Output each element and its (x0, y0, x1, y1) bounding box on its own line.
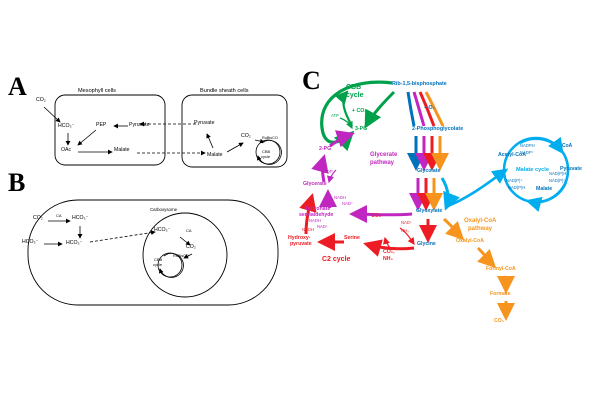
pathway-glycerate-line1: Glycerate (370, 152, 398, 158)
metabolite-glycerate: Glycerate (303, 181, 327, 187)
metabolite-plus-co2: + CO₂ (352, 108, 367, 114)
metabolite-pyruvate-c2: pyruvate (290, 241, 312, 247)
cofactor-nadh-3: NADH (302, 227, 314, 232)
label-a-malate-bs: Malate (207, 152, 223, 158)
label-b-bicarbonate-cbx: HCO₃⁻ (154, 227, 171, 233)
label-b-co2: CO₂ (33, 215, 43, 221)
bundle-sheath-cell-outline (182, 95, 287, 167)
cyanobacterium-outline (28, 200, 278, 305)
metabolite-co2-orange: CO₂ (494, 318, 505, 324)
metabolite-rubp: Rib-1,5-bisphosphate (392, 81, 447, 87)
label-b-bicarbonate-ext: HCO₃⁻ (22, 239, 39, 245)
label-a-rubisco: RuBisCO (262, 136, 278, 140)
cofactor-nadph-3: NAD(P)H (508, 185, 526, 190)
cofactor-nadh-2: NADH (309, 218, 321, 223)
pathway-glycerate-line2: pathway (370, 160, 395, 166)
panel-b-diagram (28, 200, 278, 305)
cofactor-nh3: NH₃ (401, 228, 409, 233)
pathway-cbb-line1: CBB (346, 84, 362, 91)
label-a-malate-m: Malate (114, 147, 130, 153)
label-a-cbb-cycle: cycle (261, 154, 271, 159)
pathway-c2-cycle: C2 cycle (322, 256, 351, 263)
metabolite-2pg: 2-PG (319, 146, 332, 152)
panel-letter-a: A (8, 72, 27, 101)
metabolite-glyoxylate: Glyoxylate (416, 208, 443, 214)
cofactor-atp: ATP (331, 113, 339, 118)
metabolite-serine: Serine (344, 235, 360, 241)
cofactor-adp: ADP (324, 169, 333, 174)
label-b-co2-inner: CO₂ (186, 244, 196, 250)
metabolite-nh3-c2: NH₃ (383, 256, 393, 262)
label-b-ca-outer: CA (56, 213, 62, 218)
cofactor-nadp-2: NAD(P)⁺ (549, 178, 566, 183)
metabolite-semialdehyde: semialdehyde (299, 212, 334, 218)
pathway-oxalyl-coa-line1: Oxalyl-CoA (464, 218, 497, 224)
panel-letter-b: B (8, 168, 26, 197)
panel-letter-c: C (302, 66, 321, 95)
metabolite-hydroxy: Hydroxy- (288, 235, 311, 241)
pathway-oxalyl-coa-line2: pathway (468, 226, 493, 232)
label-b-rubisco: RuBisCO (173, 254, 189, 258)
metabolite-coa: CoA (562, 143, 573, 149)
label-b-cbb-cycle: cycle (153, 262, 163, 267)
label-a-bicarbonate: HCO₃⁻ (58, 123, 75, 129)
cofactor-nad-1: NAD⁺ (342, 201, 354, 206)
panel-a-diagram (44, 95, 287, 167)
metabolite-co2-mid: CO₂ (371, 213, 382, 219)
metabolite-tartronate: Tartronate (305, 206, 331, 212)
mesophyll-cell-title: Mesophyll cells (78, 88, 116, 94)
cofactor-nad-3: NAD⁺ (401, 220, 413, 225)
label-a-pep: PEP (96, 122, 107, 128)
cofactor-nadp-3: NAD(P)⁺ (506, 178, 523, 183)
metabolite-formyl-coa: Formyl-CoA (486, 266, 516, 272)
cofactor-nadh-1: NADH (334, 195, 346, 200)
pathway-malate-cycle: Malate cycle (516, 167, 549, 173)
metabolite-3pg: 3-PG (355, 126, 368, 132)
pathway-cbb-line2: cycle (346, 92, 364, 99)
label-a-pyruvate-m: Pyruvate (129, 122, 150, 128)
label-b-ca-inner: CA (186, 228, 192, 233)
cofactor-nadp: NADP⁺ (520, 150, 534, 155)
cofactor-nad-2: NAD⁺ (317, 224, 329, 229)
cofactor-nadph: NADPH (520, 143, 535, 148)
label-a-cbb: CBB (262, 149, 271, 154)
metabolite-malate: Malate (536, 186, 553, 192)
metabolite-2-phosphoglycolate: 2-Phosphoglycolate (412, 126, 464, 132)
metabolite-acetyl-coa: Acetyl-CoA (498, 152, 526, 158)
label-b-bicarbonate-in: HCO₃⁻ (66, 240, 83, 246)
label-a-co2-bs: CO₂ (241, 133, 251, 139)
label-a-oac: OAc (61, 147, 72, 153)
metabolite-glycine: Glycine (417, 241, 436, 247)
metabolite-pyruvate-malate: Pyruvate (560, 166, 582, 172)
cofactor-nadph-2: NAD(P)H (549, 171, 567, 176)
label-a-co2: CO₂ (36, 97, 46, 103)
metabolite-glycolate: Glycolate (417, 168, 441, 174)
label-b-carboxysome: Carboxysome (150, 207, 178, 212)
metabolite-co2-c2: CO₂, (383, 249, 395, 255)
mesophyll-cell-outline (55, 95, 165, 165)
label-a-pyruvate-bs: Pyruvate (194, 120, 215, 126)
bundle-sheath-cell-title: Bundle sheath cells (200, 88, 249, 94)
metabolite-oxalyl-coa: Oxalyl-CoA (456, 238, 484, 244)
label-b-cbb: CBB (154, 257, 163, 262)
label-b-bicarbonate-out: HCO₃⁻ (72, 215, 89, 221)
metabolite-plus-o2: + O₂ (424, 105, 435, 111)
metabolite-formate: Formate (490, 291, 511, 297)
